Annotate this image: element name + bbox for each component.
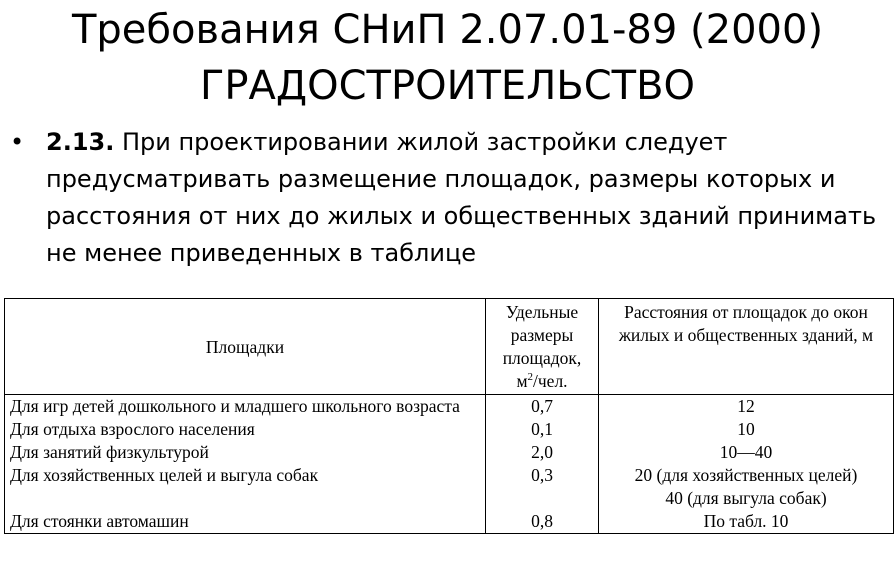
clause-text: При проектировании жилой застройки следует предусматривать размещение площадок, размеры которых и расстояния от них до жилых и общественных зданий принимать не менее приведенных в таблице [46,128,877,267]
row-distance: 10—40 [599,441,894,464]
table-row [5,464,894,510]
header-distance: Расстояния от площадок до окон жилых и общественных зданий, м [599,299,894,395]
table-row [5,418,894,441]
table-row [5,510,894,534]
row-distance: 10 [599,418,894,441]
title-line-1: Требования СНиП 2.07.01-89 (2000) [71,7,824,53]
row-distance: 20 (для хозяйственных целей) 40 (для выгула собак) [599,464,894,510]
row-name: Для стоянки автомашин [5,510,486,534]
row-name: Для игр детей дошкольного и младшего школьного возраста [5,395,486,419]
table-header-row [5,299,894,395]
clause-number: 2.13. [46,128,115,156]
row-distance: По табл. 10 [599,510,894,534]
row-size: 2,0 [486,441,599,464]
row-size: 0,8 [486,510,599,534]
row-name: Для занятий физкультурой [5,441,486,464]
header-size: Удельные размеры площадок, $м^2$/чел. [486,299,599,395]
row-name: Для отдыха взрослого населения [5,418,486,441]
bullet-text [46,124,893,272]
norms-table [4,298,894,534]
table-row [5,395,894,419]
table-row [5,441,894,464]
row-size: 0,7 [486,395,599,419]
header-name: Площадки [5,299,486,395]
row-size: 0,1 [486,418,599,441]
slide-title [0,0,895,114]
bullet-item [8,124,893,272]
row-name: Для хозяйственных целей и выгула собак [5,464,486,510]
bullet-dot-icon: • [10,128,25,156]
title-line-2: ГРАДОСТРОИТЕЛЬСТВО [199,63,696,109]
bullet-paragraph [8,124,893,272]
row-size: 0,3 [486,464,599,510]
row-distance: 12 [599,395,894,419]
